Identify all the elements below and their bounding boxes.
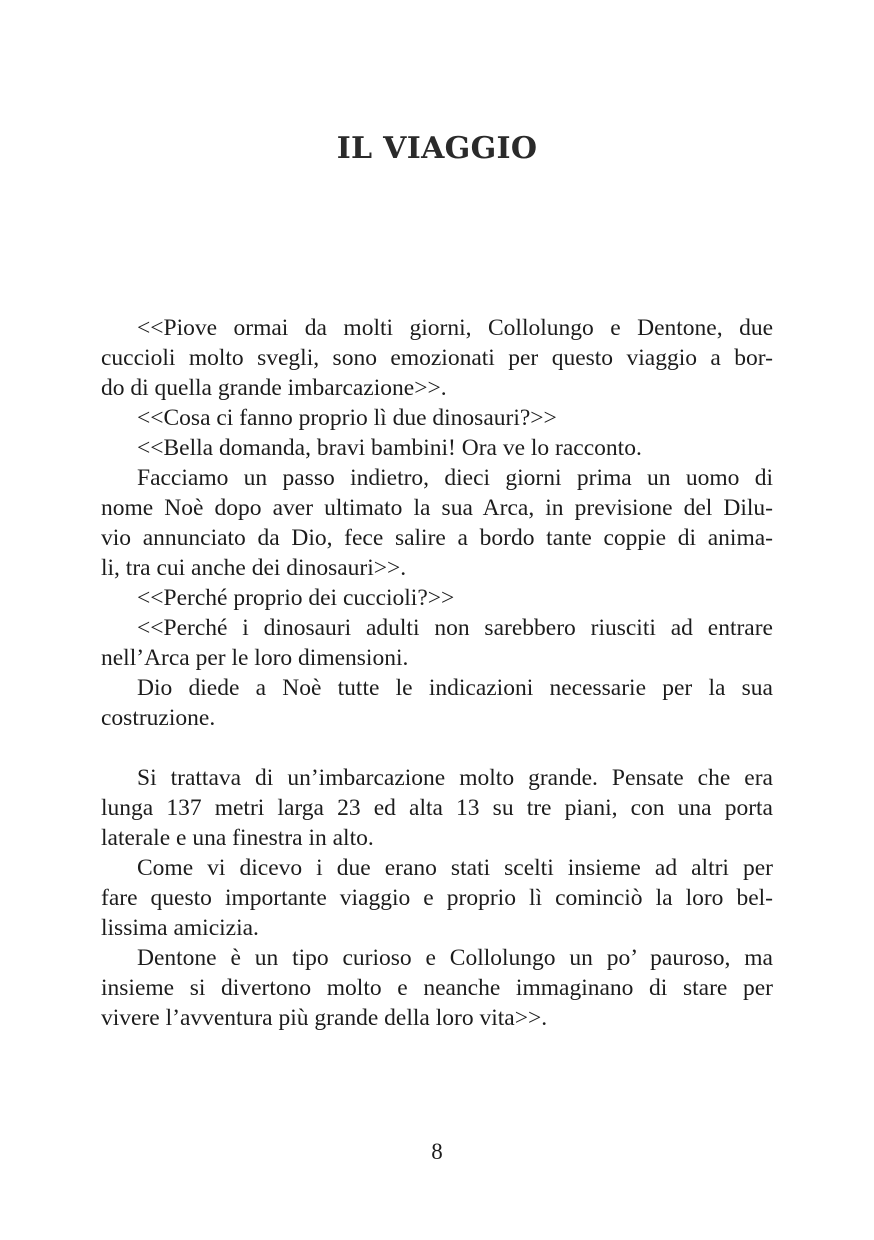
- text-line: do di quella grande imbarcazione>>.: [101, 375, 447, 401]
- text-line: nome Noè dopo aver ultimato la sua Arca, in previsione del Dilu-: [101, 495, 773, 521]
- text-line: <<Piove ormai da molti giorni, Collolungo e Dentone, due: [137, 315, 773, 341]
- text-line: lissima amicizia.: [101, 915, 259, 941]
- text-line: insieme si divertono molto e neanche immaginano di stare per: [101, 975, 773, 1001]
- text-line: Dentone è un tipo curioso e Collolungo un po’ pauroso, ma: [137, 945, 773, 971]
- text-line: Si trattava di un’imbarcazione molto grande. Pensate che era: [137, 765, 773, 791]
- text-line: costruzione.: [101, 705, 216, 731]
- page-number: 8: [431, 1139, 443, 1164]
- text-line: Facciamo un passo indietro, dieci giorni prima un uomo di: [137, 465, 773, 491]
- text-line: <<Cosa ci fanno proprio lì due dinosauri?>>: [137, 405, 557, 431]
- text-line: vio annunciato da Dio, fece salire a bordo tante coppie di anima-: [101, 525, 773, 551]
- text-line: nell’Arca per le loro dimensioni.: [101, 645, 409, 671]
- text-line: cuccioli molto svegli, sono emozionati per questo viaggio a bor-: [101, 345, 773, 371]
- text-line: <<Perché i dinosauri adulti non sarebbero riusciti ad entrare: [137, 615, 773, 641]
- text-line: li, tra cui anche dei dinosauri>>.: [101, 555, 407, 581]
- text-line: vivere l’avventura più grande della loro vita>>.: [101, 1005, 548, 1031]
- chapter-body: [101, 313, 773, 1033]
- text-line: fare questo importante viaggio e proprio lì cominciò la loro bel-: [101, 885, 773, 911]
- text-line: <<Bella domanda, bravi bambini! Ora ve lo racconto.: [137, 435, 642, 461]
- text-line: <<Perché proprio dei cuccioli?>>: [137, 585, 455, 611]
- text-line: laterale e una finestra in alto.: [101, 825, 374, 851]
- text-line: lunga 137 metri larga 23 ed alta 13 su tre piani, con una porta: [101, 795, 773, 821]
- chapter-title: IL VIAGGIO: [336, 131, 538, 166]
- paragraph-gap: [101, 733, 773, 763]
- text-line: Come vi dicevo i due erano stati scelti insieme ad altri per: [137, 855, 773, 881]
- text-line: Dio diede a Noè tutte le indicazioni necessarie per la sua: [137, 675, 773, 701]
